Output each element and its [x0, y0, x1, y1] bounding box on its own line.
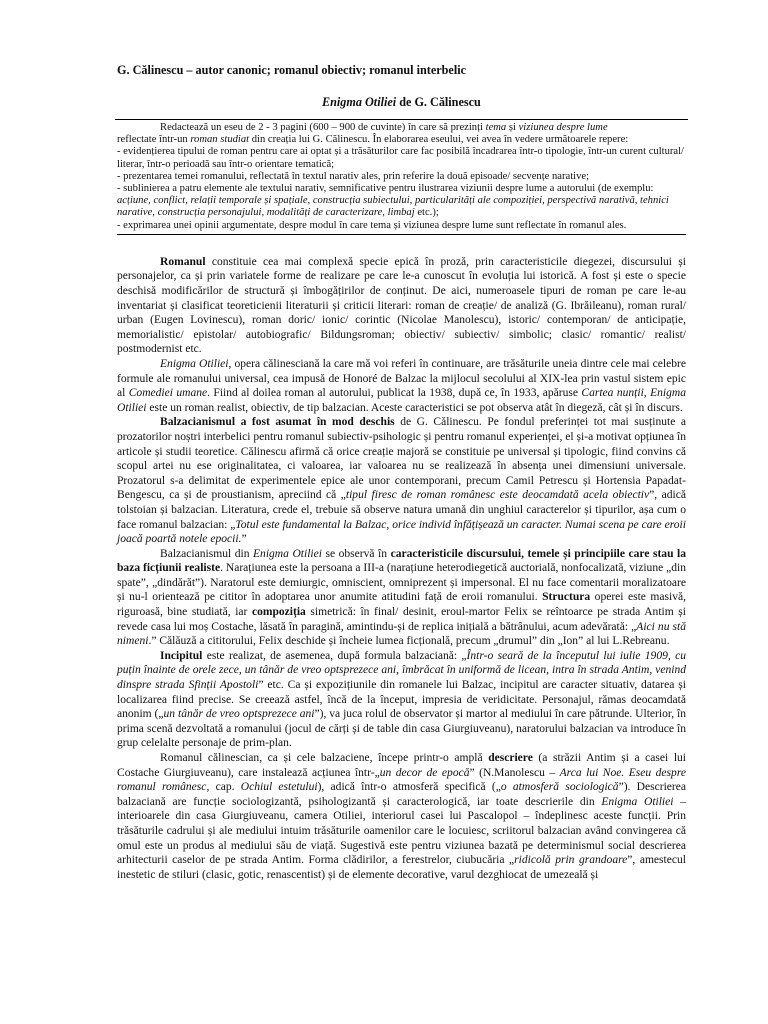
task-line-1: Redactează un eseu de 2 - 3 pagini (600 – 900 de cuvinte) în care să prezinți tema și viziunea despre lume [160, 122, 608, 133]
paragraph-2: Enigma Otiliei, opera călinesciană la care mă voi referi în continuare, are trăsăturile uneia dintre cele mai celebre formule ale romanului universal, cea impusă de Honoré de Balzac la mijlocul secolului al XIX-lea prin vastul sistem epic al Comediei umane. Fiind al doilea roman al autorului, publicat la 1938, după ce, în 1933, apăruse Cartea nunții, Enigma Otiliei este un roman realist, obiectiv, de tip balzacian. Aceste caracteristici se pot observa atât în diegeză, cât și în discurs. [117, 357, 686, 414]
task-box [117, 120, 686, 235]
task-line-2: reflectate într-un roman studiat din creația lui G. Călinescu. În elaborarea eseului, vei avea în vedere următoarele repere: [117, 134, 629, 146]
task-bullet-2: - prezentarea temei romanului, reflectată în textul narativ ales, prin referire la două episoade/ secvențe narative; [117, 170, 590, 182]
task-bullet-4: - exprimarea unei opinii argumentate, despre modul în care tema și viziunea despre lume sunt reflectate în romanul ales. [117, 219, 627, 231]
essay-body [117, 255, 686, 883]
subtitle-author: de G. Călinescu [396, 95, 481, 109]
paragraph-6: Romanul călinescian, ca și cele balzaciene, începe printr-o amplă descriere (a străzii Antim și a casei lui Costache Giurgiuveanu), care instalează acțiunea într-„un decor de epocă” (N.Manolescu – Arca lui Noe. Eseu despre romanul românesc, cap. Ochiul estetului), adică într-o atmosferă specifică („o atmosferă sociologică”). Descrierea balzaciană are funcție sociologizantă, psihologizantă și caracterologică, iar toate descrierile din Enigma Otiliei – interioarele din casa Giurgiuveanu, camera Otiliei, interiorul casei lui Pascalopol – îndeplinesc aceste funcții. Prin trăsăturile cadrului și ale mediului intuim trăsăturile oamenilor care le locuiesc, scriitorul balzacian având convingerea că omul este un produs al mediului său de viață. Sugestivă este pentru viziunea bazată pe determinismul social descrierea arhitecturii caselor de pe strada Antim. Forma clădirilor, a ferestrelor, ciubucăria „ridicolă prin grandoare”, amestecul inestetic de stiluri (clasic, gotic, renascentist) și de elemente decorative, varul dezghiocat de umezeală și [117, 752, 687, 881]
paragraph-1: Romanul constituie cea mai complexă specie epică în proză, prin caracteristicile diegezei, discursului și personajelor, ca și prin variatele forme de realizare pe care le-a cunoscut în evoluția lui istorică. A fost și este o specie deschisă modificărilor de structură și îmbogățirilor de conținut. De aici, numeroasele tipuri de roman pe care le-au inventariat și clasificat teoreticienii literaturii și criticii literari: roman de creație/ de analiză (G. Ibrăileanu), roman rural/ urban (Eugen Lovinescu), roman doric/ ionic/ corintic (Nicolae Manolescu), istoric/ contemporan/ de anticipație, memorialistic/ epistolar/ autobiografic/ Bildungsroman; obiectiv/ subiectiv/ simbolic; clasic/ romantic/ realist/ postmodernist etc. [117, 255, 686, 356]
paragraph-5: Incipitul este realizat, de asemenea, după formula balzaciană: „Într-o seară de la începutul lui iulie 1909, cu puțin înainte de orele zece, un tânăr de vreo optsprezece ani, îmbrăcat în uniformă de licean, intra în strada Antim, venind dinspre strada Sfinții Apostoli” etc. Ca și expozițiunile din romanele lui Balzac, incipitul are caracter situativ, datarea și localizarea fiind precise. Se creează astfel, încă de la început, impresia de veridicitate. Personajul, rămas deocamdată anonim („un tânăr de vreo optsprezece ani”), va juca rolul de observator și martor al mediului în care pătrunde. Ulterior, în prima scenă dezvoltată a romanului (jocul de cărți și de table din casa Giurgiuveanu), naratorului balzacian va introduce în grup celelalte personaje de prim-plan. [117, 649, 687, 750]
task-bullet-3: - sublinierea a patru elemente ale textului narativ, semnificative pentru ilustrarea viziunii despre lume a autorului (de exemplu: acțiune, conflict, relații temporale și spațiale, construcția subiectului, particularități ale compoziției, perspectivă narativă, tehnici narative, construcția personajului, modalități de caracterizare, limbaj etc.); [117, 183, 669, 219]
document-title: G. Călinescu – autor canonic; romanul obiectiv; romanul interbelic [117, 63, 467, 77]
paragraph-4: Balzacianismul din Enigma Otiliei se observă în caracteristicile discursului, temele și principiile care stau la baza ficțiunii realiste. Narațiunea este la persoana a III-a (narațiune heterodiegetică auctorială, nonfocalizată, viziune „din spate”, „dindărăt”). Naratorul este demiurgic, omniscient, omniprezent și impersonal. El nu face comentarii moralizatoare și nu-l orientează pe cititor în adoptarea unor anumite atitudini față de eroii romanului. Structura operei este masivă, riguroasă, bine studiată, iar compoziția simetrică: în final/ desinit, eroul-martor Felix se reîntoarce pe strada Antim și revede casa lui moș Costache, lăsată în paragină, amintindu-și de replica inițială a bătrânului, acum adevărată: „Aici nu stă nimeni.” Călăuză a cititorului, Felix deschide și încheie lumea ficțională, precum „drumul” din „Ion” al lui L.Rebreanu. [117, 547, 687, 648]
task-bullet-1: - evidențierea tipului de roman pentru care ai optat și a trăsăturilor care fac posibilă încadrarea într-o tipologie, într-un curent cultural/ literar, într-o perioadă sau într-o orientare tematică; [117, 146, 684, 170]
paragraph-3: Balzacianismul a fost asumat în mod deschis de G. Călinescu. Pe fondul preferinței tot mai susținute a prozatorilor noștri interbelici pentru romanul subiectiv-psihologic și pentru romanul experienței, el și-a motivat opțiunea în articole și studii teoretice. Călinescu afirmă că orice creație majoră se constituie pe universal și tipologic, fiind convins că scopul artei nu ese originalitatea, ci valoarea, iar valoarea nu se realizează în absența unei dimensiuni universale. Prozatorul s-a delimitat de experimentele epice ale unor contemporani, precum Camil Petrescu și Hortensia Papadat-Bengescu, ca și de proustianism, apreciind că „tipul firesc de roman românesc este deocamdată acela obiectiv”, adică tolstoian și balzacian. Literatura, crede el, trebuie să observe natura umană din unghiul caracterelor și tipurilor, așa cum o face romanul balzacian: „Totul este fundamental la Balzac, orice individ înfățișează un caracter. Numai scena pe care eroii joacă poartă notele epocii.” [117, 416, 686, 546]
document-subtitle [117, 94, 686, 110]
subtitle-work-title: Enigma Otiliei [322, 95, 397, 109]
